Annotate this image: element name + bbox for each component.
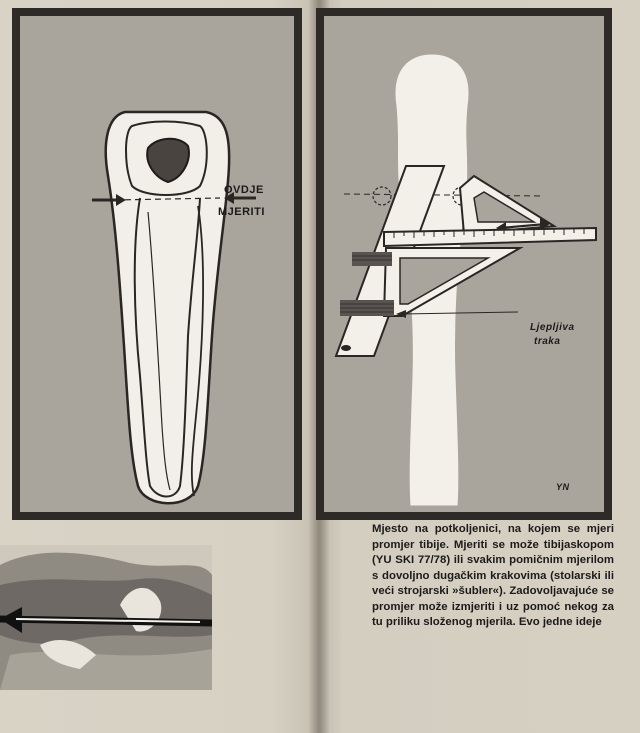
measure-here-label-line1: OVDJE [224,184,264,196]
ruler-hole [341,345,351,351]
contact-circle-left [373,187,391,205]
left-figure [12,8,302,520]
measure-here-label-line2: MJERITI [218,206,265,218]
skier-photo-fragment [0,545,212,690]
figure-caption: Mjesto na potkoljenici, na kojem se mjeri promjer tibije. Mjeriti se može tibijaskopom (YU SKI 77/78) ili svakim pomičnim mjerilom s dovoljno dugačkim krakovima (stolarski ili veći strojarski »šubler«). Zadovoljavajuće se promjer može izmjeriti i uz pomoć nekog za tu priliku složenog mjerila. Evo jedne ideje [372,523,614,628]
right-figure [316,8,612,520]
tape-label-line2: traka [534,336,561,347]
artist-signature: YN [556,482,570,492]
caliper-diagram [324,16,604,512]
skier-photo [0,545,212,690]
tape-label-line1: Ljepljiva [530,322,575,333]
tape-upper [352,252,392,266]
leg-bone-drawing [20,16,294,512]
